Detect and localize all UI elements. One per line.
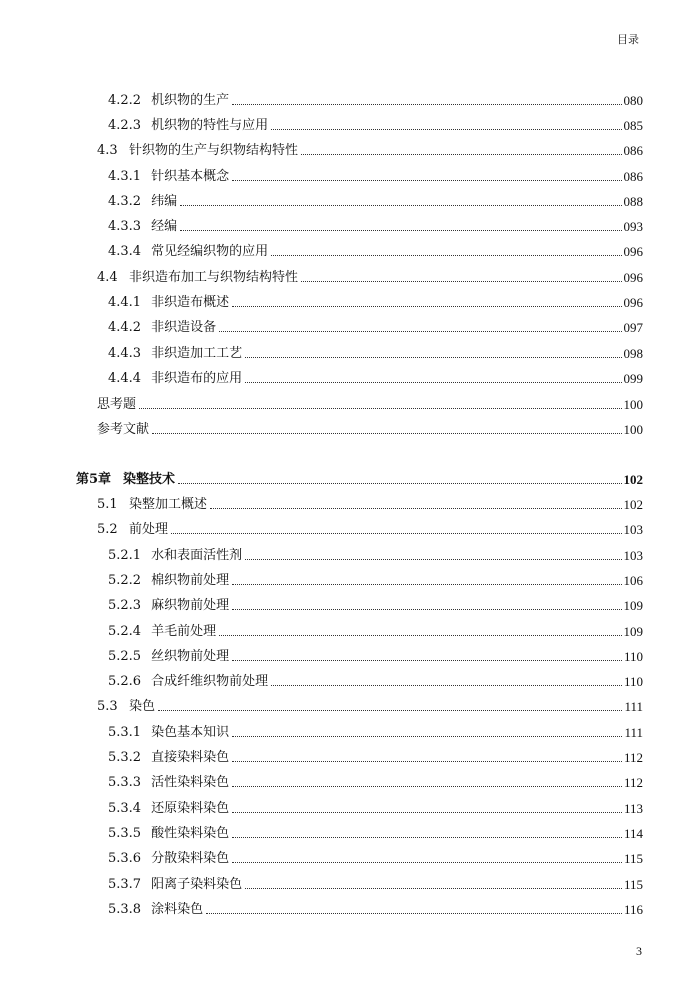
- toc-entry: [108, 847, 643, 867]
- toc-entry-page: 103: [623, 522, 643, 537]
- toc-entry-number: 5.2: [97, 522, 118, 537]
- toc-leader-dots: [232, 608, 621, 610]
- toc-entry-title: 水和表面活性剂: [151, 548, 243, 563]
- toc-entry-number: 4.3: [97, 143, 118, 158]
- toc-entry-title: 麻织物前处理: [151, 598, 230, 613]
- toc-entry-title: 机织物的特性与应用: [151, 118, 269, 133]
- toc-entry: [108, 822, 643, 842]
- toc-entry-page: 115: [623, 851, 643, 866]
- toc-entry: [108, 342, 643, 362]
- toc-leader-dots: [178, 482, 621, 484]
- toc-entry-title: 针织基本概念: [151, 169, 230, 184]
- toc-entry-number: 第5章: [76, 472, 112, 487]
- toc-leader-dots: [219, 330, 621, 332]
- toc-entry-page: 110: [623, 649, 643, 664]
- toc-leader-dots: [232, 103, 621, 105]
- toc-leader-dots: [271, 684, 622, 686]
- toc-entry-title: 非织造布加工与织物结构特性: [129, 270, 299, 285]
- toc-entry: [108, 215, 643, 235]
- toc-leader-dots: [245, 381, 621, 383]
- toc-entry-number: 4.3.4: [108, 244, 142, 259]
- toc-entry-number: 5.3.1: [108, 725, 142, 740]
- toc-entry-title: 染色: [129, 699, 156, 714]
- toc-entry-number: 5.1: [97, 497, 118, 512]
- toc-entry-number: 5.2.4: [108, 624, 142, 639]
- toc-entry: [108, 114, 643, 134]
- toc-leader-dots: [139, 407, 621, 409]
- toc-entry-title: 酸性染料染色: [151, 826, 230, 841]
- toc-leader-dots: [171, 532, 621, 534]
- toc-entry-title: 涂料染色: [151, 902, 204, 917]
- toc-entry-number: 5.2.5: [108, 649, 142, 664]
- toc-entry: [108, 873, 643, 893]
- toc-leader-dots: [245, 887, 622, 889]
- toc-entry-page: 114: [623, 826, 643, 841]
- toc-entry-page: 086: [623, 143, 643, 158]
- toc-entry-number: 4.3.3: [108, 219, 142, 234]
- toc-entry-number: 4.4.3: [108, 346, 142, 361]
- toc-entry-number: 5.3.4: [108, 801, 142, 816]
- toc-entry-title: 常见经编织物的应用: [151, 244, 269, 259]
- toc-leader-dots: [180, 229, 621, 231]
- toc-entry-page: 106: [623, 573, 643, 588]
- toc-entry-page: 096: [623, 295, 643, 310]
- toc-entry-page: 112: [623, 775, 643, 790]
- toc-entry-page: 102: [623, 497, 643, 512]
- toc-entry: [108, 165, 643, 185]
- toc-entry-title: 纬编: [151, 194, 178, 209]
- toc-leader-dots: [232, 659, 622, 661]
- toc-entry-page: 085: [623, 118, 643, 133]
- toc-entry: [97, 493, 643, 513]
- toc-entry-page: 109: [623, 598, 643, 613]
- page-number: 3: [636, 944, 642, 958]
- toc-entry-page: 115: [623, 877, 643, 892]
- toc-entry: [108, 898, 643, 918]
- toc-entry-page: 110: [623, 674, 643, 689]
- toc-entry-number: 4.3.1: [108, 169, 142, 184]
- toc-entry-page: 111: [624, 699, 643, 714]
- toc-leader-dots: [271, 128, 621, 130]
- toc-entry-page: 098: [623, 346, 643, 361]
- toc-entry: [108, 544, 643, 564]
- toc-entry-title: 染色基本知识: [151, 725, 230, 740]
- toc-entry-page: 080: [623, 93, 643, 108]
- toc-entry: [108, 240, 643, 260]
- toc-entry-title: 针织物的生产与织物结构特性: [129, 143, 299, 158]
- toc-entry-page: 096: [623, 244, 643, 259]
- toc-entry: [108, 190, 643, 210]
- toc-entry: [97, 393, 643, 413]
- toc-leader-dots: [245, 558, 621, 560]
- toc-entry-title: 丝织物前处理: [151, 649, 230, 664]
- toc-entry-page: 103: [623, 548, 643, 563]
- toc-entry-title: 机织物的生产: [151, 93, 230, 108]
- toc-entry-page: 097: [623, 320, 643, 335]
- toc-entry-page: 100: [623, 422, 643, 437]
- toc-leader-dots: [232, 305, 621, 307]
- toc-entry-number: 5.2.6: [108, 674, 142, 689]
- toc-entry: [108, 746, 643, 766]
- toc-leader-dots: [232, 583, 621, 585]
- toc-leader-dots: [206, 912, 622, 914]
- toc-entry: [97, 518, 643, 538]
- toc-entry: [108, 291, 643, 311]
- toc-leader-dots: [301, 153, 621, 155]
- toc-leader-dots: [232, 836, 622, 838]
- toc-leader-dots: [232, 179, 621, 181]
- toc-entry: [108, 569, 643, 589]
- toc-entry-title: 经编: [151, 219, 178, 234]
- toc-leader-dots: [232, 811, 622, 813]
- toc-entry: [97, 418, 643, 438]
- toc-entry: [97, 266, 643, 286]
- toc-entry: [108, 721, 643, 741]
- toc-entry: [108, 594, 643, 614]
- toc-entry: [97, 695, 643, 715]
- toc-leader-dots: [245, 356, 621, 358]
- toc-entry-number: 4.2.2: [108, 93, 142, 108]
- toc-entry-number: 5.3.2: [108, 750, 142, 765]
- toc-leader-dots: [180, 204, 621, 206]
- toc-entry-number: 5.3.5: [108, 826, 142, 841]
- toc-entry: [108, 316, 643, 336]
- toc-entry-page: 111: [624, 725, 643, 740]
- toc-entry: [76, 468, 643, 488]
- toc-entry-title: 前处理: [129, 522, 169, 537]
- toc-entry-page: 100: [623, 397, 643, 412]
- toc-entry: [108, 89, 643, 109]
- toc-entry-title: 非织造布的应用: [151, 371, 243, 386]
- toc-leader-dots: [301, 280, 621, 282]
- toc-entry-number: 5.3.8: [108, 902, 142, 917]
- toc-entry-page: 116: [623, 902, 643, 917]
- toc-leader-dots: [232, 861, 622, 863]
- toc-leader-dots: [158, 709, 622, 711]
- toc-entry: [108, 620, 643, 640]
- toc-leader-dots: [232, 785, 622, 787]
- toc-entry: [108, 645, 643, 665]
- toc-entry-title: 还原染料染色: [151, 801, 230, 816]
- toc-entry-page: 112: [623, 750, 643, 765]
- toc-entry-number: 4.4.1: [108, 295, 142, 310]
- toc-entry-title: 合成纤维织物前处理: [151, 674, 269, 689]
- toc-leader-dots: [232, 760, 622, 762]
- toc-entry-number: 4.4.2: [108, 320, 142, 335]
- toc-entry-number: 4.4.4: [108, 371, 142, 386]
- toc-entry-page: 102: [623, 472, 643, 487]
- toc-leader-dots: [210, 507, 621, 509]
- running-header: 目录: [617, 33, 639, 46]
- toc-entry-title: 阳离子染料染色: [151, 877, 243, 892]
- toc-entry-title: 思考题: [97, 397, 137, 412]
- toc-entry-number: 5.2.1: [108, 548, 142, 563]
- toc-entry-number: 5.2.2: [108, 573, 142, 588]
- toc-entry-page: 086: [623, 169, 643, 184]
- toc-entry-number: 5.3: [97, 699, 118, 714]
- toc-entry-title: 非织造加工工艺: [151, 346, 243, 361]
- toc-entry: [108, 771, 643, 791]
- toc-entry-title: 染整加工概述: [129, 497, 208, 512]
- toc-entry-title: 参考文献: [97, 422, 150, 437]
- toc-entry-title: 棉织物前处理: [151, 573, 230, 588]
- toc-entry-title: 羊毛前处理: [151, 624, 217, 639]
- toc-entry-number: 5.2.3: [108, 598, 142, 613]
- toc-entry-title: 非织造设备: [151, 320, 217, 335]
- toc-entry-title: 活性染料染色: [151, 775, 230, 790]
- toc-entry-number: 5.3.6: [108, 851, 142, 866]
- toc-leader-dots: [271, 254, 621, 256]
- toc-entry-page: 093: [623, 219, 643, 234]
- toc-entry-number: 5.3.3: [108, 775, 142, 790]
- toc-entry-page: 109: [623, 624, 643, 639]
- toc-entry-page: 088: [623, 194, 643, 209]
- toc-entry: [108, 670, 643, 690]
- toc-entry-page: 096: [623, 270, 643, 285]
- toc-entry-page: 113: [623, 801, 643, 816]
- toc-leader-dots: [232, 735, 622, 737]
- toc-entry: [108, 367, 643, 387]
- toc-entry: [108, 797, 643, 817]
- toc-leader-dots: [219, 634, 621, 636]
- toc-leader-dots: [152, 432, 621, 434]
- toc-entry-title: 染整技术: [123, 472, 176, 487]
- toc-entry-title: 直接染料染色: [151, 750, 230, 765]
- toc-entry: [97, 139, 643, 159]
- toc-entry-number: 4.2.3: [108, 118, 142, 133]
- toc-entry-number: 4.4: [97, 270, 118, 285]
- toc-entry-number: 4.3.2: [108, 194, 142, 209]
- toc-entry-title: 非织造布概述: [151, 295, 230, 310]
- toc-entry-page: 099: [623, 371, 643, 386]
- toc-entry-title: 分散染料染色: [151, 851, 230, 866]
- toc-entry-number: 5.3.7: [108, 877, 142, 892]
